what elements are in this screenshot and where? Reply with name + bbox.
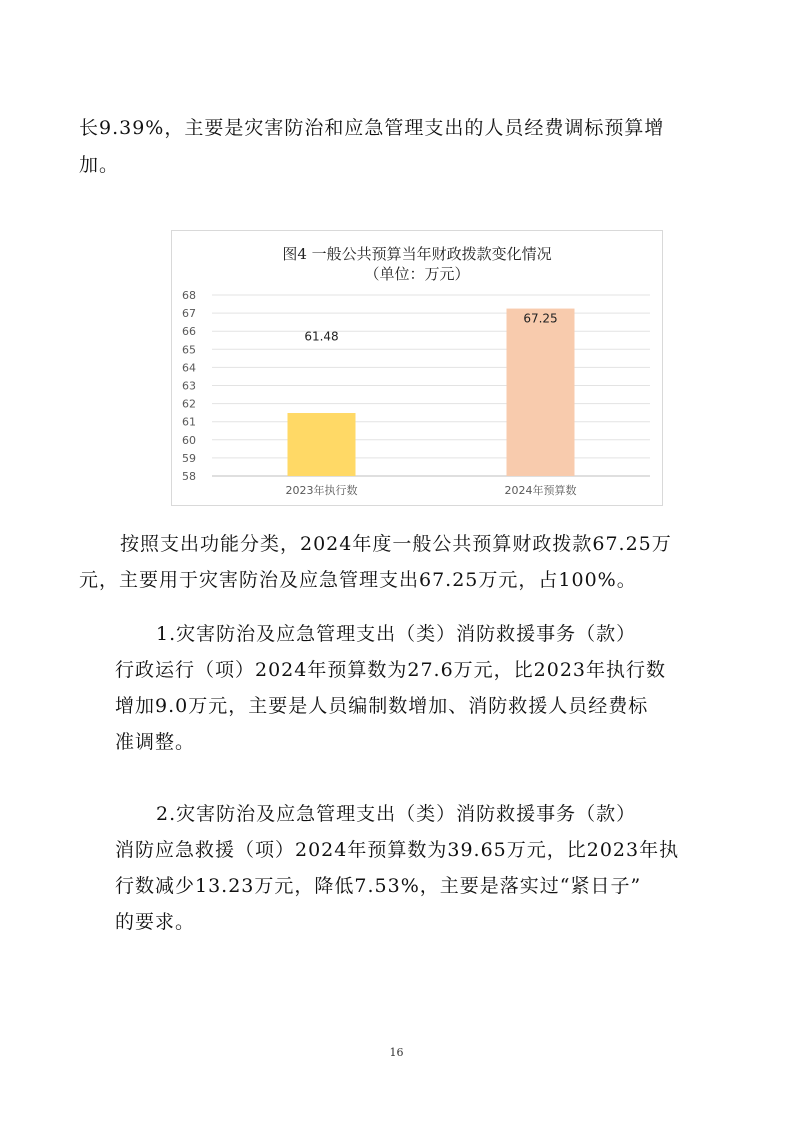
text-line: 加。 bbox=[79, 154, 120, 176]
y-tick-label: 63 bbox=[182, 379, 196, 393]
x-tick-label: 2023年执行数 bbox=[285, 484, 358, 497]
y-tick-label: 59 bbox=[182, 451, 196, 465]
text-line: 1.灾害防治及应急管理支出（类）消防救援事务（款） bbox=[156, 623, 637, 645]
y-tick-label: 61 bbox=[182, 415, 196, 429]
y-tick-label: 67 bbox=[182, 307, 196, 321]
text-line: 行政运行（项）2024年预算数为27.6万元，比2023年执行数 bbox=[115, 659, 667, 681]
chart-plot bbox=[172, 231, 662, 505]
y-tick-label: 60 bbox=[182, 433, 196, 447]
bar bbox=[288, 413, 356, 476]
text-line: 元，主要用于灾害防治及应急管理支出67.25万元，占100%。 bbox=[79, 569, 637, 591]
text-line: 2.灾害防治及应急管理支出（类）消防救援事务（款） bbox=[156, 803, 637, 825]
y-tick-label: 58 bbox=[182, 470, 196, 483]
bar bbox=[507, 309, 575, 476]
bar-chart-figure bbox=[171, 230, 663, 506]
text-line: 按照支出功能分类，2024年度一般公共预算财政拨款67.25万 bbox=[120, 533, 672, 555]
y-tick-label: 66 bbox=[182, 325, 196, 339]
y-tick-label: 64 bbox=[182, 361, 196, 375]
text-line: 消防应急救援（项）2024年预算数为39.65万元，比2023年执 bbox=[115, 839, 680, 861]
text-line: 增加9.0万元，主要是人员编制数增加、消防救援人员经费标 bbox=[115, 695, 649, 717]
y-tick-label: 68 bbox=[182, 289, 196, 302]
text-line: 准调整。 bbox=[115, 731, 196, 753]
text-line: 的要求。 bbox=[115, 911, 196, 933]
data-label: 61.48 bbox=[304, 329, 339, 344]
page-number: 16 bbox=[389, 1046, 404, 1059]
y-tick-label: 65 bbox=[182, 343, 196, 357]
data-label: 67.25 bbox=[523, 311, 558, 326]
text-line: 行数减少13.23万元，降低7.53%，主要是落实过“紧日子” bbox=[115, 875, 642, 897]
chart-subtitle: （单位：万元） bbox=[364, 265, 470, 283]
x-tick-label: 2024年预算数 bbox=[504, 484, 577, 497]
chart-title: 图4 一般公共预算当年财政拨款变化情况 bbox=[282, 245, 552, 263]
text-line: 长9.39%，主要是灾害防治和应急管理支出的人员经费调标预算增 bbox=[79, 117, 665, 139]
y-tick-label: 62 bbox=[182, 397, 196, 411]
